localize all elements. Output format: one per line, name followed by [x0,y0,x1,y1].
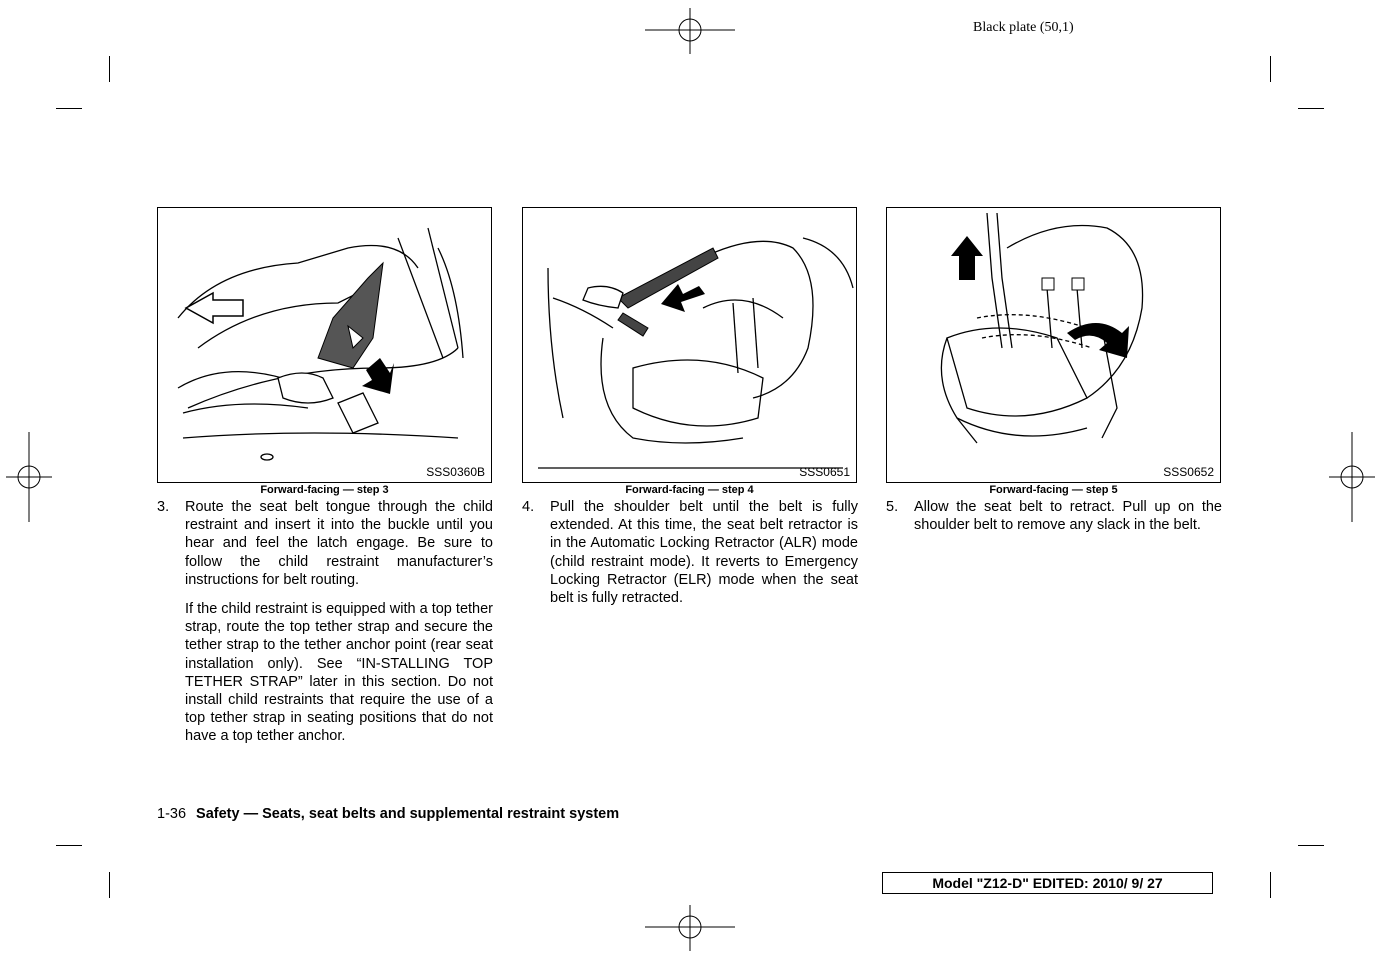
crop-mark [56,845,82,846]
section-title: Safety — Seats, seat belts and supplemental restraint system [196,806,620,822]
crop-mark [1298,845,1324,846]
step-text: Pull the shoulder belt until the belt is fully extended. At this time, the seat belt retractor is in the Automatic Locking Retractor (ALR) mode (child restraint mode). It reverts to Emergency Locking Retractor (ELR) mode when the seat belt is fully retracted. [550,499,858,607]
seat-belt-tongue-illustration [158,208,491,482]
crop-mark [109,872,110,898]
step-item [157,498,493,589]
step-number: 5. [886,499,899,515]
figure-code: SSS0651 [799,465,850,479]
step-number: 3. [157,499,170,515]
figure-step-3 [157,207,492,483]
belt-retract-illustration [887,208,1220,482]
step-note: If the child restraint is equipped with a top tether strap, route the top tether strap and secure the tether strap to the tether anchor point (rear seat installation only). See “IN-STALLING TOP TETHER STRAP” later in this section. Do not install child restraints that require the use of a top tether strap in seating positions that do not have a top tether anchor. [185,601,493,745]
plate-label: Black plate (50,1) [973,20,1074,35]
column-step-5 [886,498,1222,534]
figure-caption: Forward-facing — step 5 [989,484,1118,496]
step-text: Route the seat belt tongue through the child restraint and insert it into the buckle until you hear and feel the latch engage. Be sure to follow the child restraint manufacturer’s instructions for belt routing. [185,499,493,588]
page-footer [157,806,619,822]
model-edited-box [882,872,1213,894]
step-item [886,498,1222,534]
crop-mark [1298,108,1324,109]
figure-code: SSS0652 [1163,465,1214,479]
step-text: Allow the seat belt to retract. Pull up on the shoulder belt to remove any slack in the belt. [914,499,1222,534]
figure-caption: Forward-facing — step 3 [260,484,389,496]
crosshair-icon [1329,432,1375,522]
crosshair-icon [645,8,735,54]
crop-mark [1270,872,1271,898]
step-item [522,498,858,607]
column-step-3 [157,498,493,746]
crosshair-icon [6,432,52,522]
figure-step-4 [522,207,857,483]
crosshair-icon [645,905,735,951]
crop-mark [1270,56,1271,82]
figure-step-5 [886,207,1221,483]
crop-mark [109,56,110,82]
crop-mark [56,108,82,109]
figure-caption: Forward-facing — step 4 [625,484,754,496]
figure-code: SSS0360B [426,465,485,479]
shoulder-belt-extend-illustration [523,208,856,482]
step-number: 4. [522,499,535,515]
model-line: Model "Z12-D" EDITED: 2010/ 9/ 27 [932,875,1163,891]
page-number: 1-36 [157,806,187,822]
column-step-4 [522,498,858,607]
